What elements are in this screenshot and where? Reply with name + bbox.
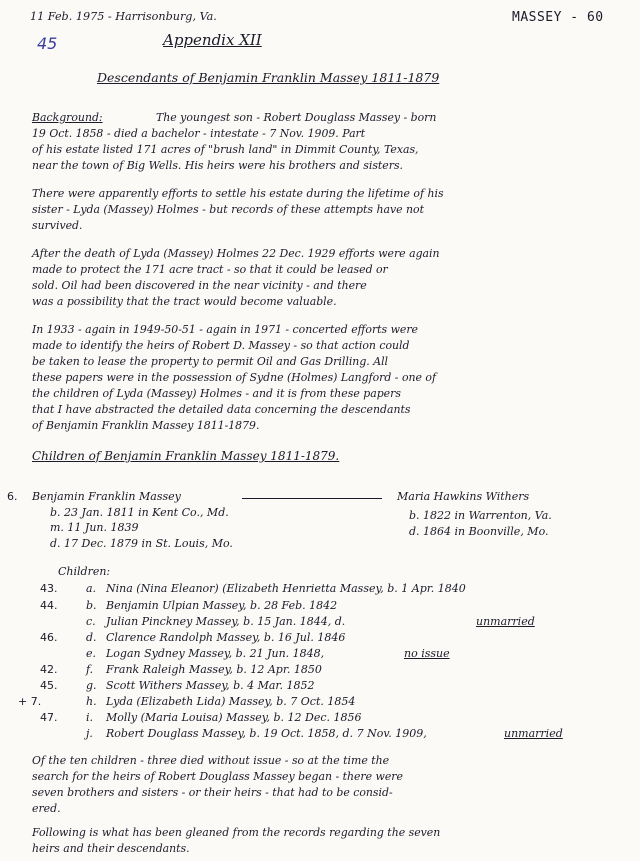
child-entry: Robert Douglass Massey, b. 19 Oct. 1858, d. 7 Nov. 1909, <box>106 727 427 740</box>
closing-line: Following is what has been gleaned from the records regarding the seven <box>32 826 441 839</box>
child-entry: Julian Pinckney Massey, b. 15 Jan. 1844, d. <box>106 615 346 628</box>
background-line: In 1933 - again in 1949-50-51 - again in 1971 - concerted efforts were <box>32 323 419 336</box>
child-entry: Scott Withers Massey, b. 4 Mar. 1852 <box>106 679 315 692</box>
child-letter: a. <box>86 582 97 595</box>
mother-name: Maria Hawkins Withers <box>397 490 530 503</box>
father-died: d. 17 Dec. 1879 in St. Louis, Mo. <box>50 537 233 550</box>
child-margin-number: 46. <box>40 631 58 644</box>
place-date: 11 Feb. 1975 - Harrisonburg, Va. <box>30 10 217 23</box>
child-letter: f. <box>86 663 94 676</box>
children-heading: Children of Benjamin Franklin Massey 1811-1879. <box>32 449 340 463</box>
child-note: no issue <box>404 647 450 660</box>
child-entry: Benjamin Ulpian Massey, b. 28 Feb. 1842 <box>106 599 338 612</box>
background-line: After the death of Lyda (Massey) Holmes 22 Dec. 1929 efforts were again <box>32 247 440 260</box>
child-entry: Molly (Maria Louisa) Massey, b. 12 Dec. 1856 <box>106 711 362 724</box>
child-letter: e. <box>86 647 97 660</box>
background-line: The youngest son - Robert Douglass Massey - born <box>156 111 437 124</box>
page-title: Descendants of Benjamin Franklin Massey 1811-1879 <box>97 70 440 85</box>
child-margin-number: 44. <box>40 599 58 612</box>
child-entry: Lyda (Elizabeth Lida) Massey, b. 7 Oct. 1854 <box>106 695 356 708</box>
child-letter: h. <box>86 695 97 708</box>
child-letter: j. <box>86 727 93 740</box>
background-line: the children of Lyda (Massey) Holmes - and it is from these papers <box>32 387 401 400</box>
child-letter: d. <box>86 631 97 644</box>
child-margin-number: 43. <box>40 582 58 595</box>
background-line: of his estate listed 171 acres of "brush land" in Dimmit County, Texas, <box>32 143 419 156</box>
background-line: made to identify the heirs of Robert D. Massey - so that action could <box>32 339 410 352</box>
child-margin-number: 45. <box>40 679 58 692</box>
entry-number: 6. <box>7 490 18 503</box>
page-tag: MASSEY - 60 <box>512 10 604 25</box>
child-entry: Clarence Randolph Massey, b. 16 Jul. 1846 <box>106 631 346 644</box>
child-letter: c. <box>86 615 96 628</box>
child-entry: Logan Sydney Massey, b. 21 Jun. 1848, <box>106 647 325 660</box>
closing-line: search for the heirs of Robert Douglass Massey began - there were <box>32 770 403 783</box>
marriage-connector-line <box>242 498 382 499</box>
background-line: sold. Oil had been discovered in the near vicinity - and there <box>32 279 367 292</box>
child-entry: Frank Raleigh Massey, b. 12 Apr. 1850 <box>106 663 322 676</box>
closing-line: seven brothers and sisters - or their heirs - that had to be consid- <box>32 786 393 799</box>
father-married: m. 11 Jun. 1839 <box>50 521 139 534</box>
father-name: Benjamin Franklin Massey <box>32 490 181 503</box>
background-heading: Background: <box>32 111 103 124</box>
children-label: Children: <box>58 565 111 578</box>
child-margin-number: + 7. <box>18 695 42 708</box>
background-line: made to protect the 171 acre tract - so that it could be leased or <box>32 263 388 276</box>
background-line: these papers were in the possession of Sydne (Holmes) Langford - one of <box>32 371 437 384</box>
background-line: be taken to lease the property to permit Oil and Gas Drilling. All <box>32 355 389 368</box>
background-line: of Benjamin Franklin Massey 1811-1879. <box>32 419 260 432</box>
child-margin-number: 47. <box>40 711 58 724</box>
closing-line: ered. <box>32 802 61 815</box>
child-entry: Nina (Nina Eleanor) (Elizabeth Henrietta Massey, b. 1 Apr. 1840 <box>106 582 466 595</box>
child-note: unmarried <box>476 615 535 628</box>
father-born: b. 23 Jan. 1811 in Kent Co., Md. <box>50 506 229 519</box>
child-letter: g. <box>86 679 97 692</box>
closing-line: Of the ten children - three died without issue - so at the time the <box>32 754 390 767</box>
page-mark: 45 <box>37 34 58 53</box>
background-line: near the town of Big Wells. His heirs were his brothers and sisters. <box>32 159 404 172</box>
child-note: unmarried <box>504 727 563 740</box>
background-line: sister - Lyda (Massey) Holmes - but records of these attempts have not <box>32 203 424 216</box>
mother-died: d. 1864 in Boonville, Mo. <box>409 525 549 538</box>
background-line: There were apparently efforts to settle his estate during the lifetime of his <box>32 187 444 200</box>
background-line: survived. <box>32 219 83 232</box>
background-line: that I have abstracted the detailed data concerning the descendants <box>32 403 411 416</box>
mother-born: b. 1822 in Warrenton, Va. <box>409 509 552 522</box>
background-line: was a possibility that the tract would become valuable. <box>32 295 337 308</box>
child-letter: i. <box>86 711 94 724</box>
background-line: 19 Oct. 1858 - died a bachelor - intestate - 7 Nov. 1909. Part <box>32 127 366 140</box>
child-margin-number: 42. <box>40 663 58 676</box>
closing-line: heirs and their descendants. <box>32 842 190 855</box>
child-letter: b. <box>86 599 97 612</box>
appendix-title: Appendix XII <box>163 31 262 49</box>
